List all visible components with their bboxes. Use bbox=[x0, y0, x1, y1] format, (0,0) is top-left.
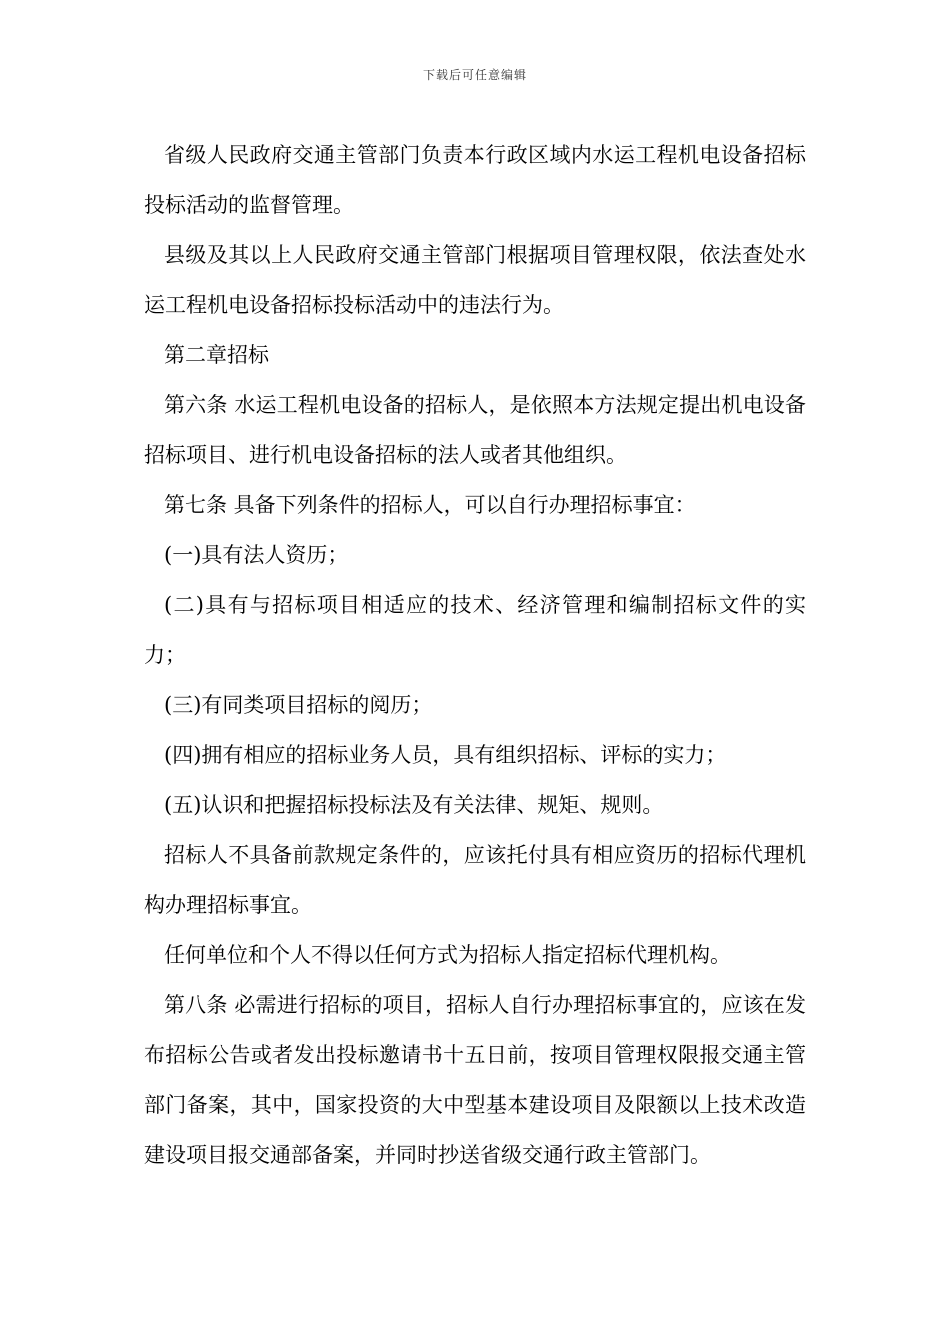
list-item-condition-5: (五)认识和把握招标投标法及有关法律、规矩、规则。 bbox=[164, 793, 664, 817]
chapter-heading: 第二章招标 bbox=[164, 343, 269, 367]
list-item-condition-4: (四)拥有相应的招标业务人员，具有组织招标、评标的实力； bbox=[164, 743, 727, 767]
paragraph-article-6: 第六条 水运工程机电设备的招标人，是依照本方法规定提出机电设备招标项目、进行机电设备招标的法人或者其他组织。 bbox=[144, 393, 806, 467]
paragraph-agency-requirement: 招标人不具备前款规定条件的，应该托付具有相应资历的招标代理机构办理招标事宜。 bbox=[144, 843, 806, 917]
paragraph-supervision-county: 县级及其以上人民政府交通主管部门根据项目管理权限，依法查处水运工程机电设备招标投标活动中的违法行为。 bbox=[144, 243, 806, 317]
paragraph-no-designation: 任何单位和个人不得以任何方式为招标人指定招标代理机构。 bbox=[164, 943, 731, 967]
page-header: 下载后可任意编辑 bbox=[422, 68, 527, 82]
list-item-condition-1: (一)具有法人资历； bbox=[164, 543, 349, 567]
list-item-condition-2: (二)具有与招标项目相适应的技术、经济管理和编制招标文件的实力； bbox=[144, 593, 806, 667]
paragraph-article-8: 第八条 必需进行招标的项目，招标人自行办理招标事宜的，应该在发布招标公告或者发出投标邀请书十五日前，按项目管理权限报交通主管部门备案，其中，国家投资的大中型基本建设项目及限额以上技术改造建设项目报交通部备案，并同时抄送省级交通行政主管部门。 bbox=[144, 993, 806, 1167]
paragraph-supervision-provincial: 省级人民政府交通主管部门负责本行政区域内水运工程机电设备招标投标活动的监督管理。 bbox=[144, 143, 806, 217]
paragraph-article-7: 第七条 具备下列条件的招标人，可以自行办理招标事宜： bbox=[164, 493, 696, 517]
list-item-condition-3: (三)有同类项目招标的阅历； bbox=[164, 693, 433, 717]
document-body bbox=[144, 130, 806, 1180]
